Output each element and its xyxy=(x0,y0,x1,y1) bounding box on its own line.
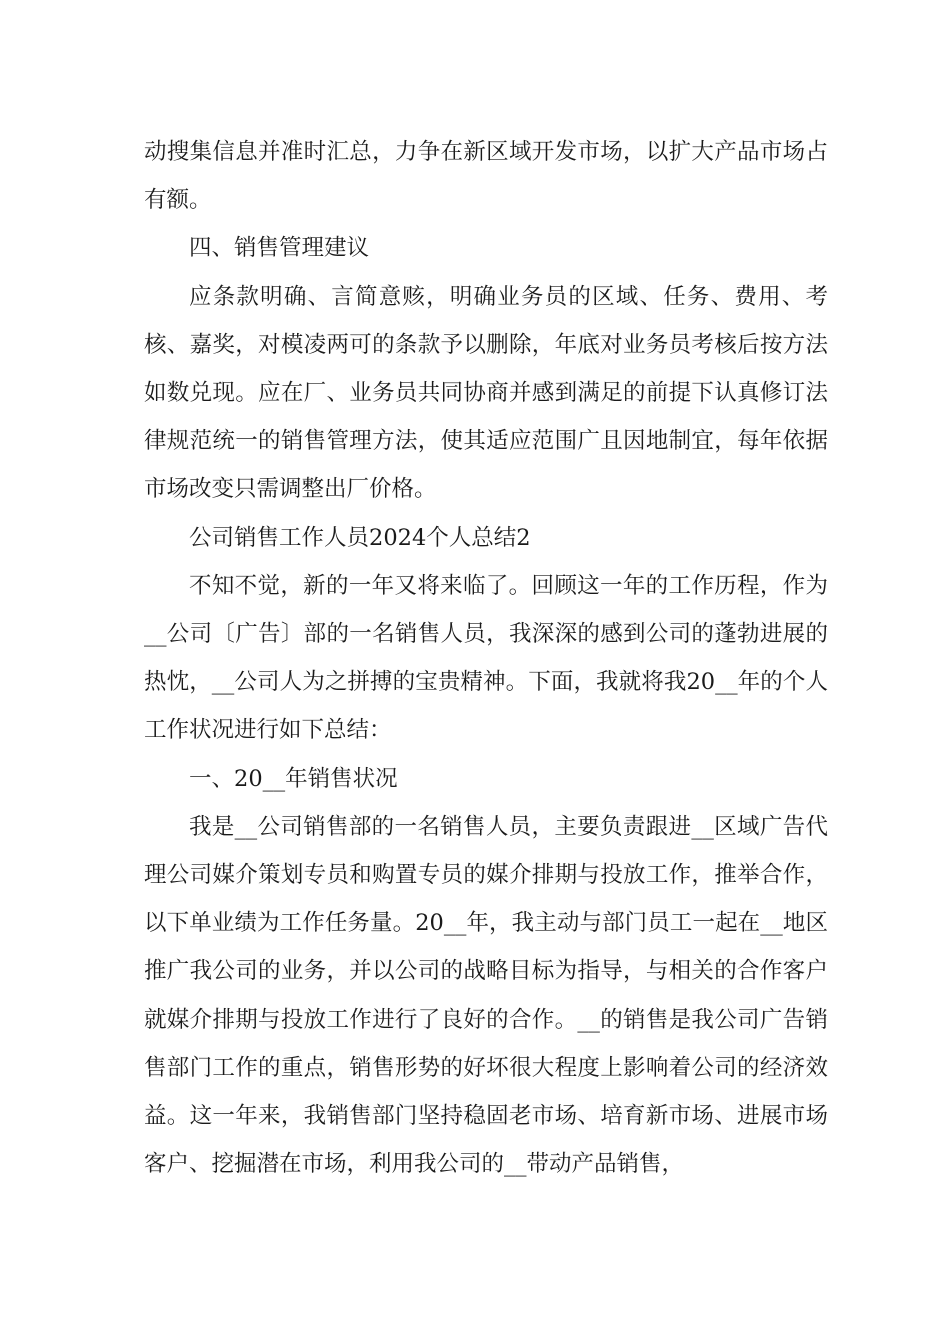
section-heading-sales-management-suggestions: 四、销售管理建议 xyxy=(189,235,370,262)
document-subtitle: 公司销售工作人员2024个人总结2 xyxy=(189,524,531,551)
paragraph-continuation: 动搜集信息并准时汇总，力争在新区域开发市场，以扩大产品市场占有额。 xyxy=(144,139,828,214)
paragraph-sales-status: 我是__公司销售部的一名销售人员，主要负责跟进__区域广告代理公司媒介策划专员和购置专员的媒介排期与投放工作，推举合作，以下单业绩为工作任务量。20__年，我主动与部门员工一起在__地区推广我公司的业务，并以公司的战略目标为指导，与相关的合作客户就媒介排期与投放工作进行了良好的合作。__的销售是我公司广告销售部门工作的重点，销售形势的好坏很大程度上影响着公司的经济效益。这一年来，我销售部门坚持稳固老市场、培育新市场、进展市场客户、挖掘潜在市场，利用我公司的__带动产品销售， xyxy=(144,813,828,1178)
section-heading-sales-status: 一、20__年销售状况 xyxy=(189,765,398,792)
paragraph-introduction: 不知不觉，新的一年又将来临了。回顾这一年的工作历程，作为__公司〔广告〕部的一名销售人员，我深深的感到公司的蓬勃进展的热忱，__公司人为之拼搏的宝贵精神。下面，我就将我20__年的个人工作状况进行如下总结： xyxy=(144,572,828,744)
paragraph-management-suggestions: 应条款明确、言简意赅，明确业务员的区域、任务、费用、考核、嘉奖，对模凌两可的条款予以删除，年底对业务员考核后按方法如数兑现。应在厂、业务员共同协商并感到满足的前提下认真修订法律规范统一的销售管理方法，使其适应范围广且因地制宜，每年依据市场改变只需调整出厂价格。 xyxy=(144,283,828,503)
document-body xyxy=(144,128,828,1188)
